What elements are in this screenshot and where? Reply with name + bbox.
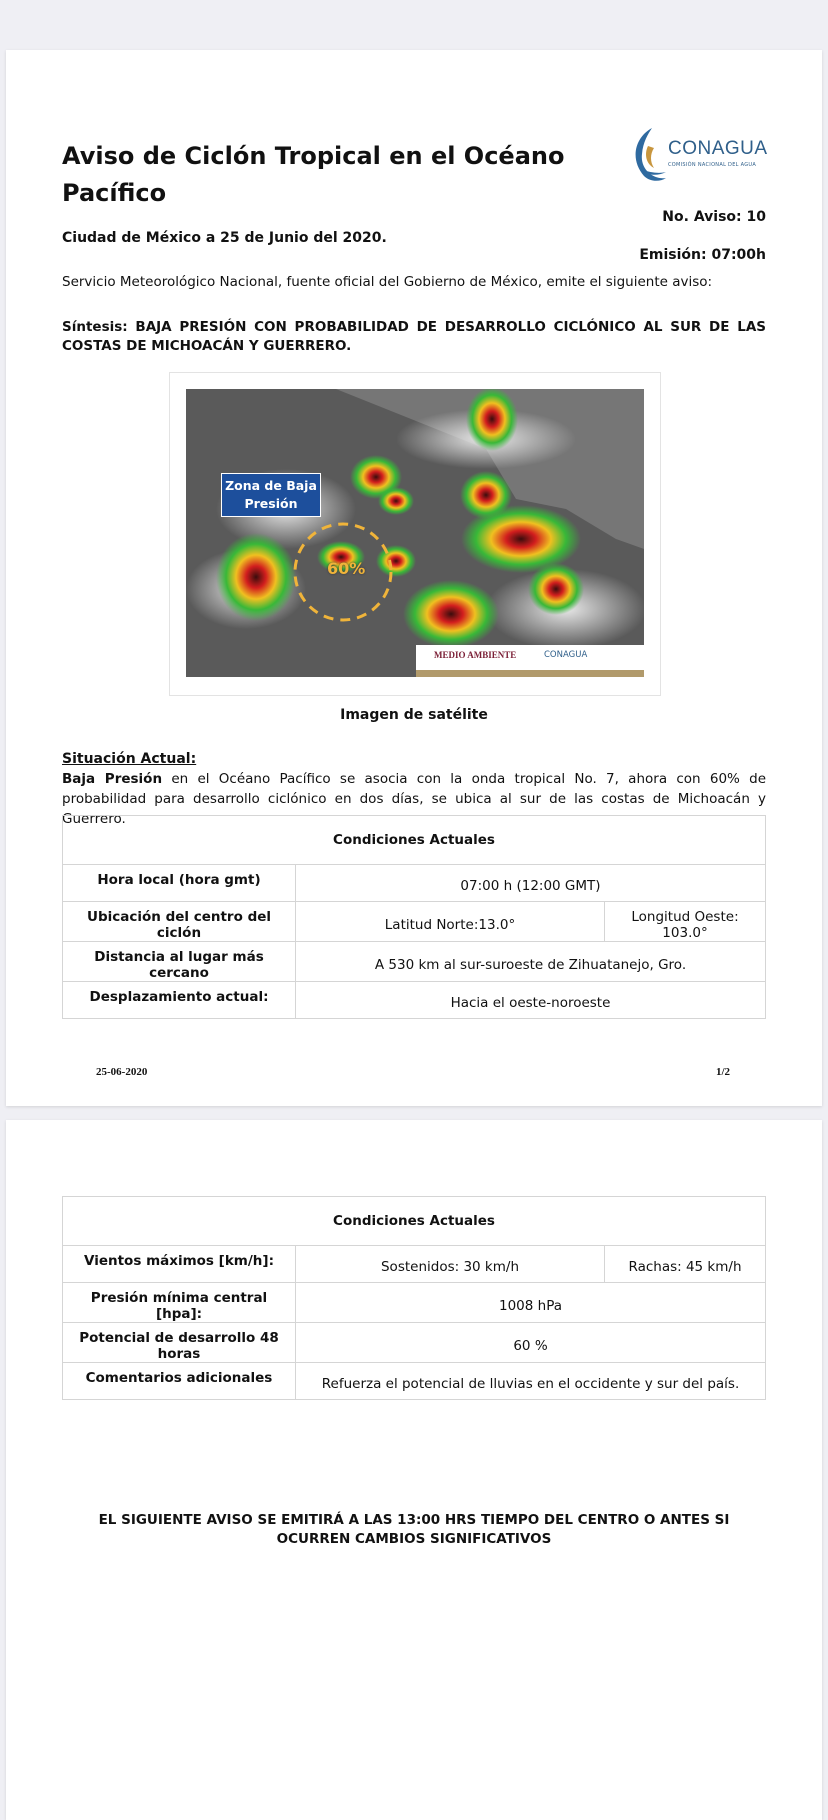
image-caption: Imagen de satélite (340, 707, 488, 723)
footer-page-number: 1/2 (716, 1066, 731, 1078)
row-value-distancia: A 530 km al sur-suroeste de Zihuatanejo, Gro. (296, 942, 766, 982)
row-label-presion: Presión mínima central [hpa]: (63, 1283, 296, 1323)
satellite-image-frame (169, 372, 661, 696)
conditions-table-1 (62, 815, 766, 1019)
satellite-map-icon (186, 389, 644, 677)
row-value-sostenidos: Sostenidos: 30 km/h (296, 1246, 605, 1283)
situation-bold: Baja Presión (62, 771, 163, 787)
row-value-rachas: Rachas: 45 km/h (605, 1246, 766, 1283)
row-value-comentarios: Refuerza el potencial de lluvias en el occidente y sur del país. (296, 1363, 766, 1400)
row-value-latitud: Latitud Norte:13.0° (296, 902, 605, 942)
conagua-logo (628, 124, 798, 186)
conditions-table-2 (62, 1196, 766, 1400)
satellite-image (186, 389, 644, 677)
row-label-comentarios: Comentarios adicionales (63, 1363, 296, 1400)
footer-date: 25-06-2020 (96, 1066, 148, 1078)
emission-time: Emisión: 07:00h (639, 247, 766, 263)
probability-label: 60% (327, 559, 366, 578)
table-header: Condiciones Actuales (63, 816, 766, 865)
row-label-vientos: Vientos máximos [km/h]: (63, 1246, 296, 1283)
notice-number: No. Aviso: 10 (662, 209, 766, 225)
row-value-potencial: 60 % (296, 1323, 766, 1363)
row-label-distancia: Distancia al lugar más cercano (63, 942, 296, 982)
row-label-desplazamiento: Desplazamiento actual: (63, 982, 296, 1019)
row-label-hora: Hora local (hora gmt) (63, 865, 296, 902)
row-value-desplazamiento: Hacia el oeste-noroeste (296, 982, 766, 1019)
image-credits-bar (416, 645, 644, 677)
row-label-ubicacion: Ubicación del centro del ciclón (63, 902, 296, 942)
row-value-hora: 07:00 h (12:00 GMT) (296, 865, 766, 902)
document-page-1 (6, 50, 822, 1106)
table-header: Condiciones Actuales (63, 1197, 766, 1246)
row-label-potencial: Potencial de desarrollo 48 horas (63, 1323, 296, 1363)
document-page-2 (6, 1120, 822, 1820)
synthesis: Síntesis: BAJA PRESIÓN CON PROBABILIDAD DE DESARROLLO CICLÓNICO AL SUR DE LAS COSTAS DE MICHOACÁN Y GUERRERO. (62, 319, 766, 354)
conagua-logo-text: CONAGUA (668, 138, 768, 159)
situation-heading: Situación Actual: (62, 751, 197, 767)
conagua-logo-subtitle: COMISIÓN NACIONAL DEL AGUA (668, 162, 757, 168)
row-value-presion: 1008 hPa (296, 1283, 766, 1323)
next-notice: EL SIGUIENTE AVISO SE EMITIRÁ A LAS 13:00 HRS TIEMPO DEL CENTRO O ANTES SI OCURREN CAMBIOS SIGNIFICATIVOS (98, 1512, 730, 1547)
intro-text: Servicio Meteorológico Nacional, fuente oficial del Gobierno de México, emite el siguiente aviso: (62, 274, 713, 290)
city-date: Ciudad de México a 25 de Junio del 2020. (62, 230, 387, 246)
conagua-credit-text: CONAGUA (544, 650, 588, 660)
conagua-emblem-icon (628, 124, 668, 186)
document-title: Aviso de Ciclón Tropical en el Océano Pacífico (62, 142, 565, 207)
low-pressure-zone-label: Zona de Baja Presión (221, 473, 321, 517)
situation-text: en el Océano Pacífico se asocia con la onda tropical No. 7, ahora con 60% de probabilidad para desarrollo ciclónico en dos días, se ubica al sur de las costas de Michoacán y Guerrero. (62, 771, 767, 827)
row-value-longitud: Longitud Oeste: 103.0° (605, 902, 766, 942)
medio-ambiente-text: MEDIO AMBIENTE (434, 650, 517, 660)
